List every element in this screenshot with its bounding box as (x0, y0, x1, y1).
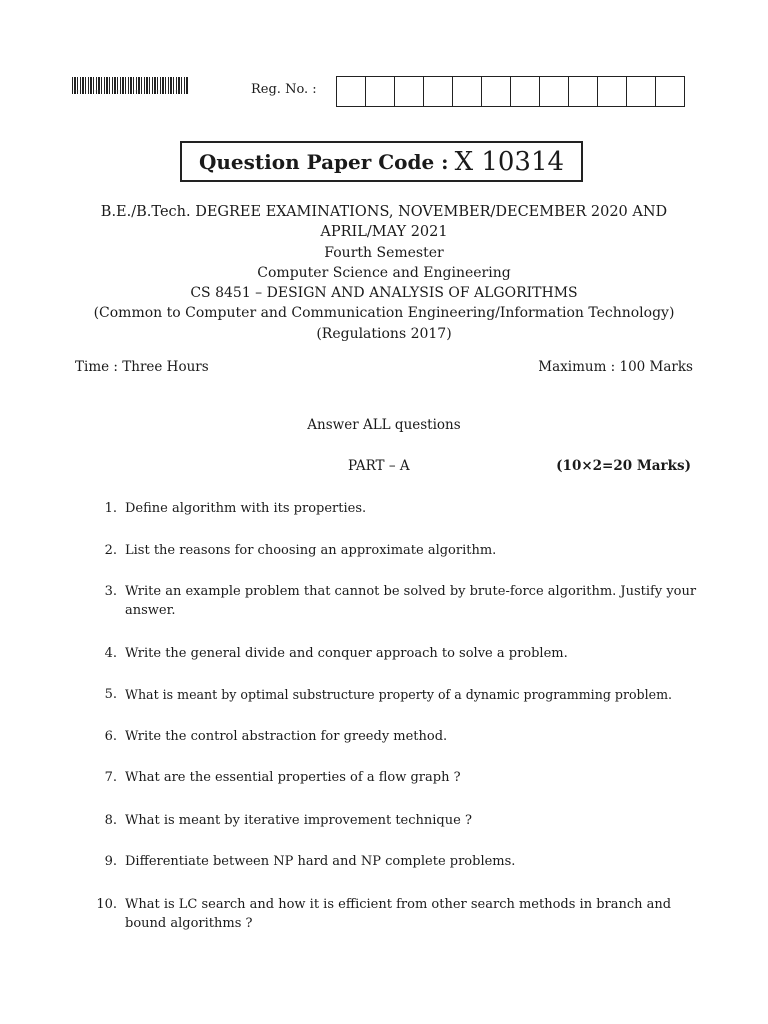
exam-title-line2: APRIL/MAY 2021 (320, 224, 448, 240)
question-item (80, 499, 700, 518)
question-paper-code-label: Question Paper Code : (198, 149, 449, 174)
question-number: 6. (104, 729, 117, 744)
regulations: (Regulations 2017) (316, 326, 452, 342)
reg-no-box[interactable] (540, 77, 569, 106)
question-text: What is meant by optimal substructure property of a dynamic programming problem. (125, 687, 673, 702)
reg-no-box[interactable] (453, 77, 482, 106)
reg-no-box[interactable] (627, 77, 656, 106)
reg-no-box[interactable] (395, 77, 424, 106)
question-number: 9. (104, 854, 117, 869)
reg-no-box[interactable] (569, 77, 598, 106)
question-item (80, 582, 700, 620)
question-item (80, 727, 700, 746)
question-item (80, 685, 700, 704)
reg-no-box[interactable] (366, 77, 395, 106)
course-title: CS 8451 – DESIGN AND ANALYSIS OF ALGORITHMS (190, 285, 578, 301)
question-text: Write the general divide and conquer approach to solve a problem. (125, 646, 568, 661)
question-item (80, 541, 700, 560)
part-marks: (10×2=20 Marks) (556, 458, 691, 474)
instruction: Answer ALL questions (307, 417, 461, 433)
semester: Fourth Semester (324, 245, 444, 261)
reg-no-box[interactable] (482, 77, 511, 106)
common-note: (Common to Computer and Communication Engineering/Information Technology) (93, 305, 675, 321)
reg-no-box[interactable] (424, 77, 453, 106)
question-item (80, 768, 700, 787)
question-item (80, 895, 700, 933)
reg-no-boxes[interactable] (336, 76, 685, 107)
part-heading: PART – A (348, 458, 410, 474)
question-text: Write the control abstraction for greedy method. (125, 729, 448, 744)
question-text: What is meant by iterative improvement technique ? (125, 813, 472, 828)
question-item (80, 811, 700, 830)
reg-no-label: Reg. No. : (251, 82, 317, 97)
question-paper-code-value: X 10314 (454, 146, 565, 177)
question-number: 8. (104, 813, 117, 828)
question-number: 5. (104, 687, 117, 702)
question-text: Write an example problem that cannot be solved by brute-force algorithm. Justify your answer. (125, 584, 697, 618)
question-text: Differentiate between NP hard and NP complete problems. (125, 854, 516, 869)
question-text: What is LC search and how it is efficient from other search methods in branch and bound algorithms ? (125, 897, 672, 931)
reg-no-box[interactable] (656, 77, 684, 106)
barcode-image (72, 77, 188, 94)
exam-title-line1: B.E./B.Tech. DEGREE EXAMINATIONS, NOVEMBER/DECEMBER 2020 AND (100, 204, 668, 220)
question-number: 10. (96, 897, 117, 912)
question-number: 3. (104, 584, 117, 599)
question-number: 7. (104, 770, 117, 785)
question-number: 4. (104, 646, 117, 661)
question-number: 1. (104, 501, 117, 516)
question-item (80, 644, 700, 663)
question-number: 2. (104, 543, 117, 558)
question-paper-code-box (180, 141, 583, 182)
reg-no-box[interactable] (337, 77, 366, 106)
time-allowed: Time : Three Hours (75, 359, 209, 375)
department: Computer Science and Engineering (257, 265, 511, 281)
question-text: Define algorithm with its properties. (125, 501, 367, 516)
reg-no-box[interactable] (511, 77, 540, 106)
question-item (80, 852, 700, 871)
reg-no-box[interactable] (598, 77, 627, 106)
maximum-marks: Maximum : 100 Marks (538, 359, 693, 375)
question-text: What are the essential properties of a flow graph ? (125, 770, 461, 785)
question-text: List the reasons for choosing an approximate algorithm. (125, 543, 497, 558)
